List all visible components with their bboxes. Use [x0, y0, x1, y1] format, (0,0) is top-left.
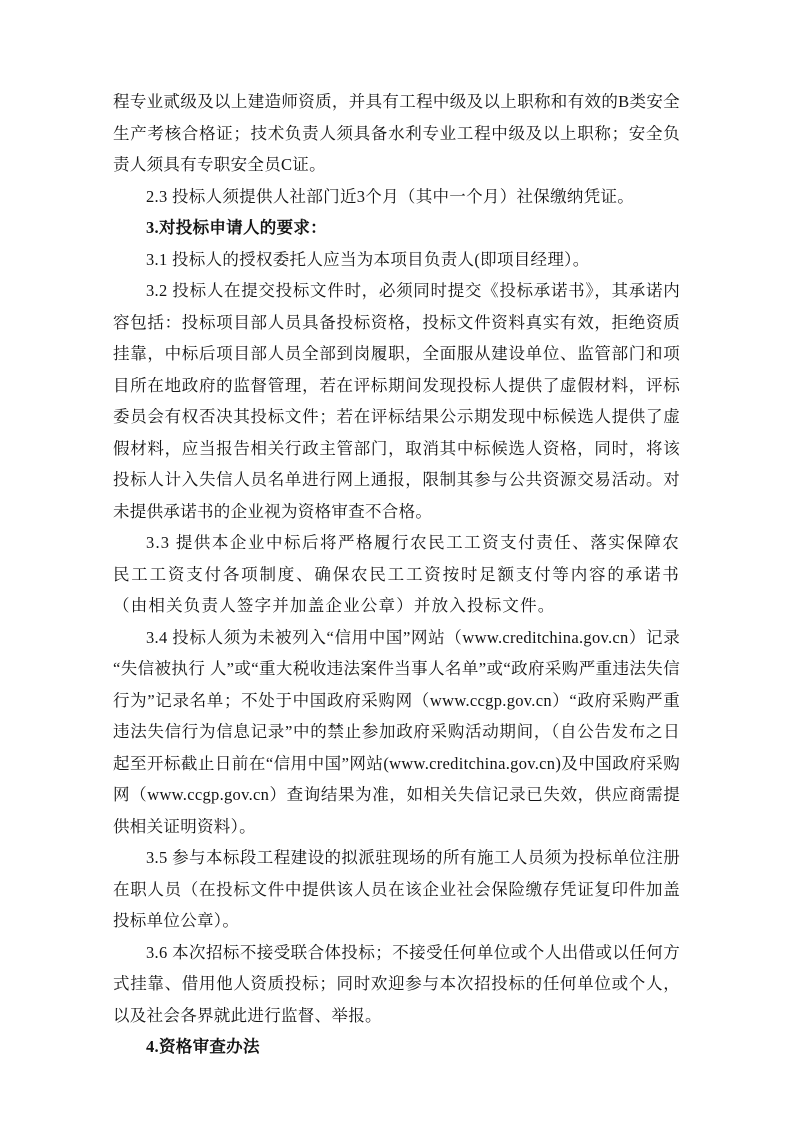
clause-3-4: 3.4 投标人须为未被列入“信用中国”网站（www.creditchina.gov.cn）记录“失信被执行 人”或“重大税收违法案件当事人名单”或“政府采购严重违法失信行为”记录名单；不处于中国政府采购网（www.ccgp.gov.cn）“政府采购严重违法失信行为信息记录”中的禁止参加政府采购活动期间，（自公告发布之日起至开标截止日前在“信用中国”网站(www.creditchina.gov.cn)及中国政府采购网（www.ccgp.gov.cn）查询结果为准，如相关失信记录已失效，供应商需提供相关证明资料）。 [113, 627, 680, 836]
clause-3-1: 3.1 投标人的授权委托人应当为本项目负责人(即项目经理）。 [146, 249, 590, 269]
continued-paragraph: 程专业贰级及以上建造师资质，并具有工程中级及以上职称和有效的B类安全生产考核合格证；技术负责人须具备水利专业工程中级及以上职称；安全负责人须具有专职安全员C证。 [113, 92, 680, 174]
section-4-heading: 4.资格审查办法 [146, 1037, 260, 1056]
clause-2-3: 2.3 投标人须提供人社部门近3个月（其中一个月）社保缴纳凭证。 [146, 186, 635, 206]
clause-3-2: 3.2 投标人在提交投标文件时，必须同时提交《投标承诺书》，其承诺内容包括：投标项目部人员具备投标资格，投标文件资料真实有效，拒绝资质挂靠，中标后项目部人员全部到岗履职，全面服从建设单位、监管部门和项目所在地政府的监督管理，若在评标期间发现投标人提供了虚假材料，评标委员会有权否决其投标文件；若在评标结果公示期发现中标候选人提供了虚假材料，应当报告相关行政主管部门，取消其中标候选人资格，同时，将该投标人计入失信人员名单进行网上通报，限制其参与公共资源交易活动。对未提供承诺书的企业视为资格审查不合格。 [113, 281, 680, 521]
clause-3-6: 3.6 本次招标不接受联合体投标；不接受任何单位或个人出借或以任何方式挂靠、借用他人资质投标；同时欢迎参与本次招投标的任何单位或个人，以及社会各界就此进行监督、举报。 [113, 942, 680, 1025]
section-3-heading: 3.对投标申请人的要求： [146, 218, 327, 237]
document-body [113, 86, 680, 1063]
clause-3-5: 3.5 参与本标段工程建设的拟派驻现场的所有施工人员须为投标单位注册在职人员（在投标文件中提供该人员在该企业社会保险缴存凭证复印件加盖投标单位公章）。 [113, 848, 680, 930]
clause-3-3: 3.3 提供本企业中标后将严格履行农民工工资支付责任、落实保障农民工工资支付各项制度、确保农民工工资按时足额支付等内容的承诺书（由相关负责人签字并加盖企业公章）并放入投标文件。 [113, 533, 680, 615]
